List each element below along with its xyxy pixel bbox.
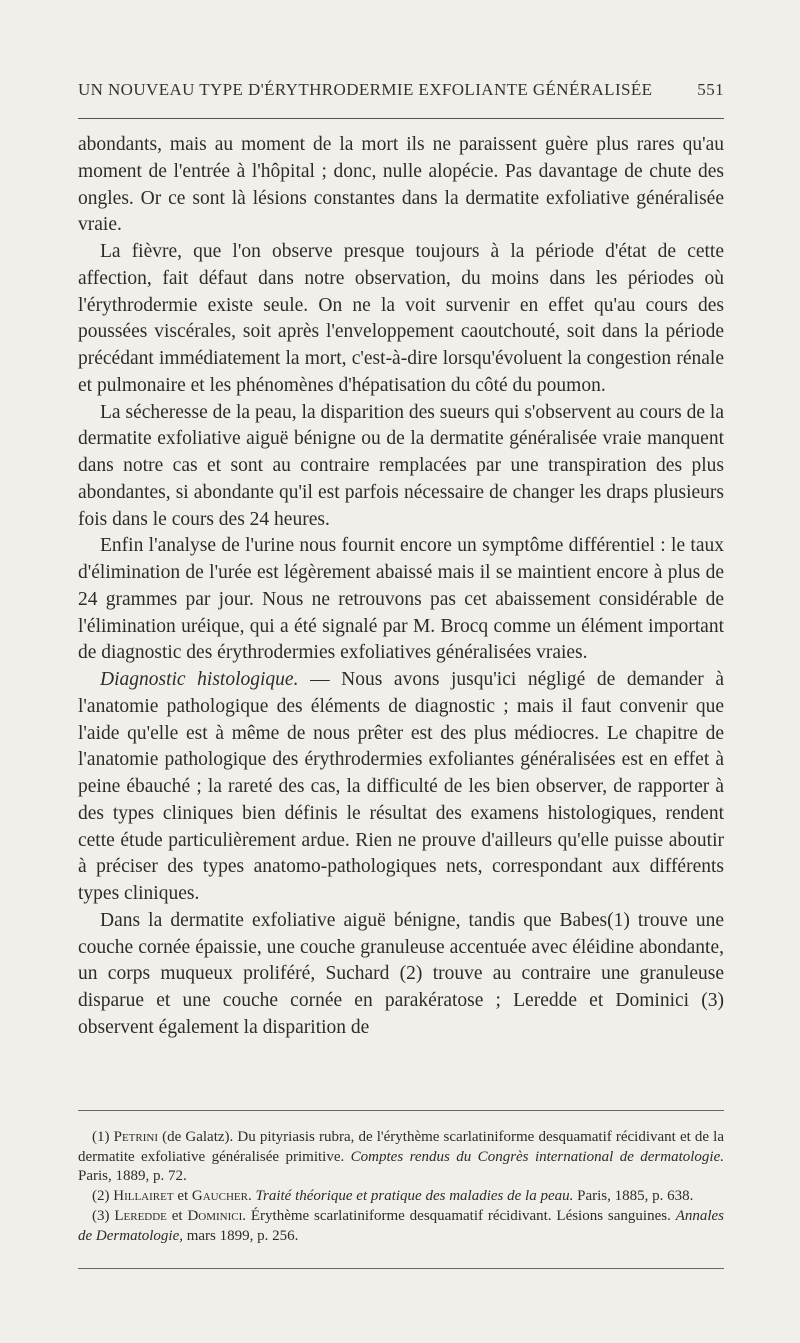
footnote-number: (3)	[92, 1207, 110, 1224]
footnote-1	[78, 1128, 724, 1187]
running-title: UN NOUVEAU TYPE D'ÉRYTHRODERMIE EXFOLIANTE GÉNÉRALISÉE	[78, 80, 653, 99]
page-number: 551	[697, 80, 724, 99]
paragraph-1: abondants, mais au moment de la mort ils ne paraissent guère plus rares qu'au moment de l'entrée à l'hôpital ; donc, nulle alopécie. Pas davantage de chute des ongles. Or ce sont là lésions constantes dans la dermatite exfoliative généralisée vraie.	[78, 134, 724, 236]
paragraph-3: La sécheresse de la peau, la disparition des sueurs qui s'observent au cours de la dermatite exfoliative aiguë bénigne ou de la dermatite généralisée vraie manquent dans notre cas et sont au contraire remplacées par une transpiration des plus abondantes, si abondante qu'il est parfois nécessaire de changer les draps plusieurs fois dans le cours des 24 heures.	[78, 401, 724, 530]
footnote-connector: et	[173, 1188, 192, 1205]
paragraph-4: Enfin l'analyse de l'urine nous fournit encore un symptôme différentiel : le taux d'élimination de l'urée est légèrement abaissé mais il se maintient encore à plus de 24 grammes par jour. Nous ne retrouvons pas cet abaissement considérable de l'élimination uréique, qui a été signalé par M. Brocq comme un élément important de diagnostic des érythrodermies exfoliatives généralisées vraies.	[78, 535, 724, 664]
footnote-rule	[78, 1110, 724, 1111]
footnote-author: Leredde	[114, 1207, 167, 1224]
footnote-source: Comptes rendus du Congrès international de dermatologie.	[350, 1148, 725, 1165]
footnote-tail: mars 1899, p. 256.	[182, 1227, 299, 1244]
footnote-author-2: Gaucher.	[191, 1188, 252, 1205]
footnote-author: Petrini	[113, 1129, 159, 1145]
footnotes	[78, 1128, 724, 1246]
main-text	[78, 132, 724, 1042]
section-heading: Diagnostic histologique.	[100, 669, 299, 690]
footnote-source: Traité théorique et pratique des maladies de la peau.	[251, 1188, 574, 1205]
footnote-text: Érythème scarlatiniforme desquamatif récidivant. Lésions sanguines.	[246, 1207, 676, 1224]
footnote-connector: et	[166, 1207, 188, 1224]
footnote-number: (2)	[92, 1188, 110, 1205]
footnote-source: Annales de Dermatologie,	[78, 1207, 725, 1244]
footnote-tail: Paris, 1885, p. 638.	[573, 1188, 694, 1205]
header-rule	[78, 118, 724, 119]
footnote-author-2: Dominici.	[187, 1207, 247, 1224]
footnote-3	[78, 1207, 724, 1246]
paragraph-5	[78, 667, 724, 908]
footnote-number: (1)	[92, 1129, 110, 1145]
footnote-tail: Paris, 1889, p. 72.	[78, 1168, 187, 1185]
paragraph-6: Dans la dermatite exfoliative aiguë bénigne, tandis que Babes(1) trouve une couche cornée épaissie, une couche granuleuse accentuée avec éléidine abondante, un corps muqueux proliféré, Suchard (2) trouve au contraire une granuleuse disparue et une couche cornée en parakératose ; Leredde et Dominici (3) observent également la disparition de	[78, 909, 724, 1038]
paragraph-5-text: — Nous avons jusqu'ici négligé de demander à l'anatomie pathologique des éléments de diagnostic ; mais il faut convenir que l'aide qu'elle est à même de nous prêter est des plus médiocres. Le chapitre de l'anatomie pathologique des érythrodermies exfoliantes généralisées est en effet à peine ébauché ; la rareté des cas, la difficulté de les bien observer, de rapporter à des types cliniques bien définis le résultat des examens histologiques, rendent cette étude particulièrement ardue. Rien ne prouve d'ailleurs qu'elle puisse aboutir à préciser des types anatomo-pathologiques nets, correspondant aux différents types cliniques.	[78, 669, 724, 904]
paragraph-2: La fièvre, que l'on observe presque toujours à la période d'état de cette affection, fait défaut dans notre observation, du moins dans les périodes où l'érythrodermie existe seule. On ne la voit survenir en effet qu'au cours des poussées viscérales, soit après l'enveloppement caoutchouté, soit dans la période précédant immédiatement la mort, c'est-à-dire lorsqu'évoluent la congestion rénale et pulmonaire et les phénomènes d'hépatisation du côté du poumon.	[78, 241, 724, 396]
bottom-rule	[78, 1268, 724, 1269]
footnote-text: (de Galatz). Du pityriasis rubra, de l'érythème scarlatiniforme desquamatif récidivant et de la dermatite exfoliative généralisée primitive.	[78, 1129, 725, 1165]
footnote-2	[78, 1187, 724, 1207]
footnote-author: Hillairet	[113, 1188, 174, 1205]
